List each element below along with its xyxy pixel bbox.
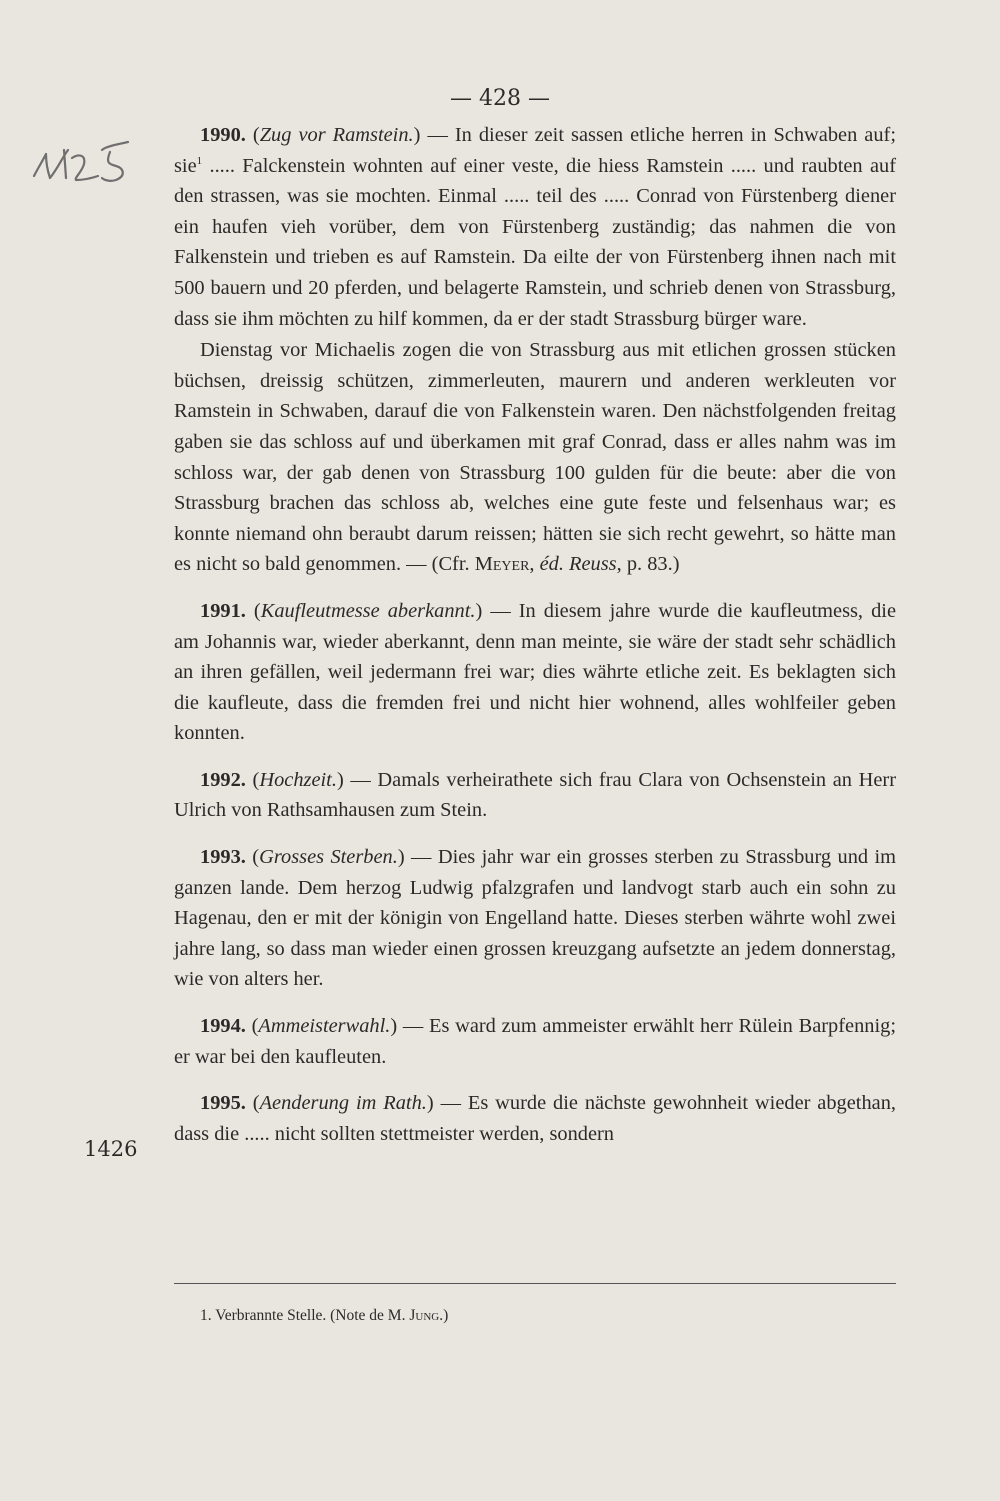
reference-separator: , (529, 553, 540, 576)
entry-1992: 1992. (Hochzeit.) — Damals verheirathete sich frau Clara von Ochsenstein an Herr Ulrich von Rathsamhausen zum Stein. (174, 768, 897, 822)
handwritten-note (28, 128, 138, 188)
footnote-author: Jung (409, 1307, 440, 1324)
footnote (200, 1307, 448, 1325)
entry-title: Aenderung im Rath. (259, 1092, 427, 1115)
entry-text: — Dies jahr war ein grosses sterben zu Strassburg und im ganzen lande. Dem herzog Ludwig pfalzgrafen und landvogt starb auch ein sohn zu Hagenau, den er mit der königin von Engelland hatte. Dieses sterben währte wohl zwei jahre lang, so dass man wieder einen grossen kreuzgang aufsetzte an jedem donnerstag, wie von alters her. (174, 846, 897, 991)
entry-title: Kaufleutmesse aberkannt. (260, 599, 476, 622)
entry-1994: 1994. (Ammeisterwahl.) — Es ward zum ammeister erwählt herr Rülein Barpfennig; er war bei den kaufleuten. (174, 1015, 896, 1068)
entry-1995: 1995. (Aenderung im Rath.) — Es wurde die nächste gewohnheit wieder abgethan, dass die ..... nicht sollten stettmeister werden, sondern (174, 1092, 897, 1145)
entry-text: — In dieser zeit sassen etliche herren in Schwaben auf; sie (174, 124, 896, 177)
entry-number: 1993. (200, 846, 246, 869)
margin-year: 1426 (84, 1137, 138, 1161)
footnote-divider (174, 1283, 896, 1284)
entry-title: Hochzeit. (259, 768, 337, 791)
entry-text: — In diesem jahre wurde die kaufleutmess, die am Johannis war, wieder aberkannt, denn man meinte, sie wäre der stadt sehr schädlich an ihren gefällen, weil jedermann frei war; dies währte etliche zeit. Es beklagten sich die kaufleute, dass die fremden frei und nicht hier wohnend, alles wohlfeiler geben konnten. (174, 599, 896, 745)
entry-1991: 1991. (Kaufleutmesse aberkannt.) — In diesem jahre wurde die kaufleutmess, die am Johannis war, wieder aberkannt, denn man meinte, sie wäre der stadt sehr schädlich an ihren gefällen, weil jedermann frei war; dies währte etliche zeit. Es beklagten sich die kaufleute, dass die fremden frei und nicht hier wohnend, alles wohlfeiler geben konnten. (174, 599, 896, 745)
reference-edition: éd. Reuss (539, 553, 617, 576)
entry-number: 1991. (200, 599, 246, 622)
entry-title: Ammeisterwahl. (258, 1015, 391, 1038)
page-number: — 428 — (450, 86, 550, 111)
entry-text: — Damals verheirathete sich frau Clara von Ochsenstein an Herr Ulrich von Rathsamhausen zum Stein. (174, 768, 897, 822)
entry-1993: 1993. (Grosses Sterben.) — Dies jahr war ein grosses sterben zu Strassburg und im ganzen lande. Dem herzog Ludwig pfalzgrafen und landvogt starb auch ein sohn zu Hagenau, den er mit der königin von Engelland hatte. Dieses sterben währte wohl zwei jahre lang, so dass man wieder einen grossen kreuzgang aufsetzte an jedem donnerstag, wie von alters her. (174, 846, 897, 991)
entry-text: ..... Falckenstein wohnten auf einer veste, die hiess Ramstein ..... und raubten auf den strassen, was sie mochten. Einmal ..... teil des ..... Conrad von Fürstenberg diener ein haufen vieh vorüber, dem von Fürstenberg zuständig; das nahmen die von Falkenstein und trieben es auf Ramstein. Da eilte der von Fürstenberg ihnen nach mit 500 bauern und 20 pferden, und belagerte Ramstein, und schrieb denen von Strassburg, dass sie ihm möchten zu hilf kommen, da er der stadt Strassburg bürger ware. (174, 154, 896, 330)
entry-title: Grosses Sterben. (259, 846, 398, 869)
main-text (174, 120, 896, 1165)
footnote-end: .) (439, 1307, 449, 1324)
entry-number: 1994. (200, 1015, 246, 1038)
reference-end: , p. 83.) (616, 553, 680, 576)
entry-1990: 1990. (Zug vor Ramstein.) — In dieser zeit sassen etliche herren in Schwaben auf; sie$^1$ ..... Falckenstein wohnten auf einer veste, die hiess Ramstein ..... und raubten auf den strassen, was sie mochten. Einmal ..... teil des ..... Conrad von Fürstenberg diener ein haufen vieh vorüber, dem von Fürstenberg zuständig; das nahmen die von Falkenstein und trieben es auf Ramstein. Da eilte der von Fürstenberg ihnen nach mit 500 bauern und 20 pferden, und belagerte Ramstein, und schrieb denen von Strassburg, dass sie ihm möchten zu hilf kommen, da er der stadt Strassburg bürger ware. Dienstag vor Michaelis zogen die von Strassburg aus mit etlichen grossen stücken büchsen, dreissig schützen, zimmerleuten, maurern und anderen werkleuten vor Ramstein in Schwaben, darauf die von Falkenstein waren. Den nächstfolgenden freitag gaben sie das schloss auf und überkamen mit graf Conrad, dass er alles nahm was im schloss war, der gab denen von Strassburg 100 gulden für die beute: aber die von Strassburg brachen das schloss ab, welches eine gute feste und felsenhaus war; es konnte niemand ohn beraubt darum reissen; hätten sie sich recht gewehrt, so hätte man es nicht so bald genommen. — (Cfr. Meyer, éd. Reuss, p. 83.) (174, 124, 896, 576)
footnote-text: 1. Verbrannte Stelle. (Note de M. (200, 1307, 410, 1324)
entry-text: — Es wurde die nächste gewohnheit wieder abgethan, dass die ..... nicht sollten stettmeister werden, sondern (174, 1092, 897, 1145)
entry-number: 1995. (200, 1092, 246, 1115)
entry-text: Dienstag vor Michaelis zogen die von Strassburg aus mit etlichen grossen stücken büchsen, dreissig schützen, zimmerleuten, maurern und anderen werkleuten vor Ramstein in Schwaben, darauf die von Falkenstein waren. Den nächstfolgenden freitag gaben sie das schloss auf und überkamen mit graf Conrad, dass er alles nahm was im schloss war, der gab denen von Strassburg 100 gulden für die beute: aber die von Strassburg brachen das schloss ab, welches eine gute feste und felsenhaus war; es konnte niemand ohn beraubt darum reissen; hätten sie sich recht gewehrt, so hätte man es nicht so bald genommen. — (Cfr. (174, 339, 896, 576)
entry-text: — Es ward zum ammeister erwählt herr Rülein Barpfennig; er war bei den kaufleuten. (174, 1015, 896, 1068)
entry-number: 1990. (200, 124, 246, 146)
entry-number: 1992. (200, 768, 246, 791)
footnote-marker: 1 (196, 154, 203, 167)
reference-author: Meyer (474, 553, 530, 576)
entry-title: Zug vor Ramstein. (259, 124, 414, 146)
